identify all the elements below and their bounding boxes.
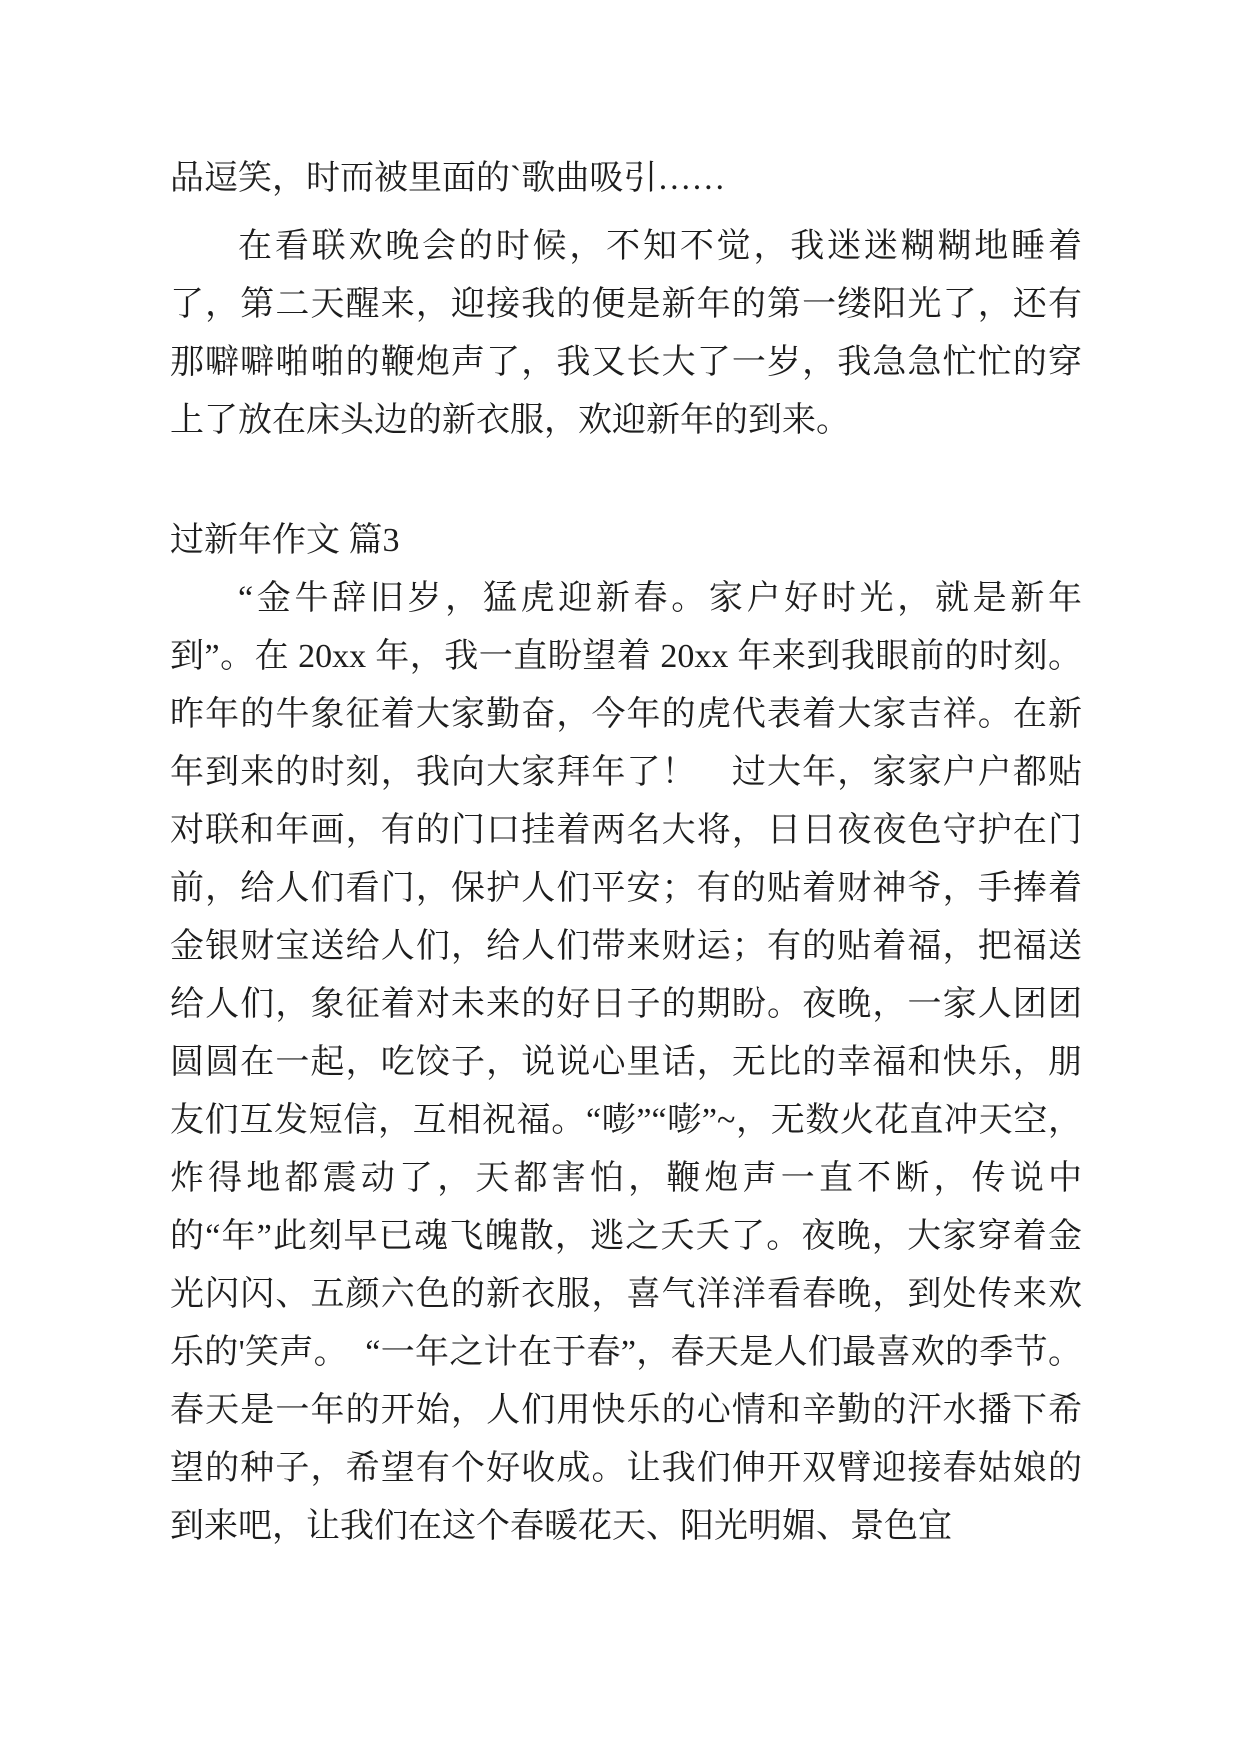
body-paragraph: “金牛辞旧岁，猛虎迎新春。家户好时光，就是新年到”。在 20xx 年，我一直盼望着 20xx 年来到我眼前的时刻。昨年的牛象征着大家勤奋，今年的虎代表着大家吉祥。在新年到来的时刻，我向大家拜年了！ 过大年，家家户户都贴对联和年画，有的门口挂着两名大将，日日夜夜色守护在门前，给人们看门，保护人们平安；有的贴着财神爷，手捧着金银财宝送给人们，给人们带来财运；有的贴着福，把福送给人们，象征着对未来的好日子的期盼。夜晚，一家人团团圆圆在一起，吃饺子，说说心里话，无比的幸福和快乐，朋友们互发短信，互相祝福。“嘭”“嘭”~，无数火花直冲天空，炸得地都震动了，天都害怕，鞭炮声一直不断，传说中的“年”此刻早已魂飞魄散，逃之夭夭了。夜晚，大家穿着金光闪闪、五颜六色的新衣服，喜气洋洋看春晚，到处传来欢乐的'笑声。 “一年之计在于春”，春天是人们最喜欢的季节。春天是一年的开始，人们用快乐的心情和辛勤的汗水播下希望的种子，希望有个好收成。让我们伸开双臂迎接春姑娘的到来吧，让我们在这个春暖花天、阳光明媚、景色宜 — [170, 580, 1082, 1545]
continuation-paragraph: 品逗笑，时而被里面的`歌曲吸引…… — [170, 160, 726, 197]
body-paragraph: 在看联欢晚会的时候，不知不觉，我迷迷糊糊地睡着了，第二天醒来，迎接我的便是新年的第一缕阳光了，还有那噼噼啪啪的鞭炮声了，我又长大了一岁，我急急忙忙的穿上了放在床头边的新衣服，欢迎新年的到来。 — [170, 228, 1082, 439]
section-heading: 过新年作文 篇3 — [170, 522, 400, 559]
